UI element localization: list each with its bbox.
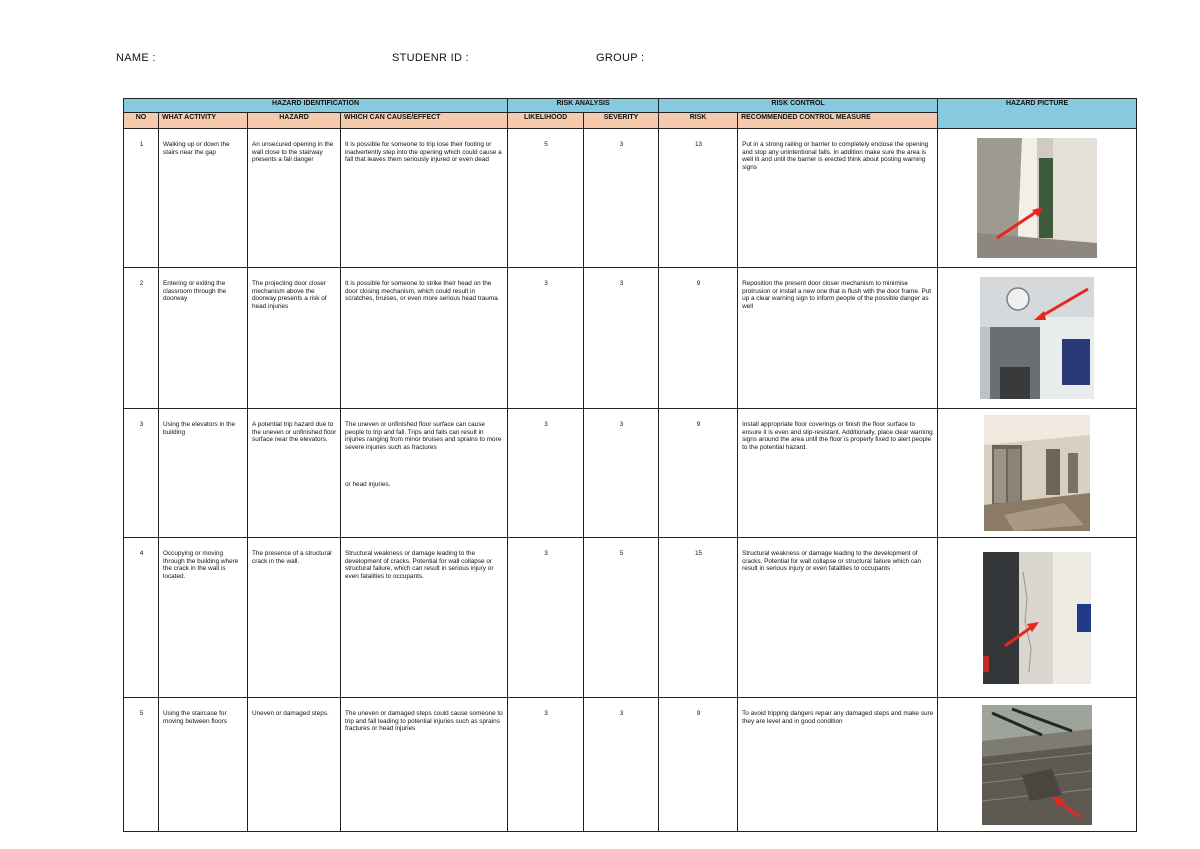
row-measure: Structural weakness or damage leading to the development of cracks. Potential for wall collapse or structural failure which can result in serious injury or even fatalities to occupants [738, 538, 938, 698]
table-row [124, 409, 1137, 538]
row-risk: 15 [659, 538, 738, 698]
group-label: GROUP : [596, 52, 645, 64]
row-risk: 13 [659, 129, 738, 268]
row-activity: Using the elevators in the building [159, 409, 248, 538]
row-risk: 9 [659, 409, 738, 538]
name-label: NAME : [116, 52, 156, 64]
row-risk: 9 [659, 698, 738, 832]
row-measure: Install appropriate floor coverings or finish the floor surface to ensure it is even and slip-resistant. Additionally, place clear warning signs around the area until the floor is properly fixed to alert people to the potential hazard. [738, 409, 938, 538]
row-activity: Occupying or moving through the building where the crack in the wall is located. [159, 538, 248, 698]
row-likelihood: 3 [508, 538, 584, 698]
row-hazard: The projecting door closer mechanism above the doorway presents a risk of head injuries [248, 268, 341, 409]
table-row [124, 698, 1137, 832]
row-picture-cell [938, 268, 1137, 409]
row-picture-cell [938, 538, 1137, 698]
risk-assessment-table [123, 98, 1137, 832]
row-severity: 3 [584, 129, 659, 268]
col-severity: SEVERITY [584, 113, 659, 129]
row-hazard: An unsecured opening in the wall close to the stairway presents a fall danger [248, 129, 341, 268]
row-likelihood: 3 [508, 409, 584, 538]
row-hazard: A potential trip hazard due to the uneven or unfinished floor surface near the elevators. [248, 409, 341, 538]
row-hazard: Uneven or damaged steps. [248, 698, 341, 832]
wall-crack-photo [983, 552, 1091, 684]
row-measure: To avoid tripping dangers repair any damaged steps and make sure they are level and in good condition [738, 698, 938, 832]
table-row [124, 268, 1137, 409]
row-no: 1 [124, 129, 159, 268]
col-measure: RECOMMENDED CONTROL MEASURE [738, 113, 938, 129]
elevator-lobby-photo [984, 415, 1090, 531]
row-effect: It is possible for someone to trip lose their footing or inadvertently step into the opening which could cause a fall that leaves them seriously injured or even dead [341, 129, 508, 268]
col-hazard: HAZARD [248, 113, 341, 129]
student-id-label: STUDENR ID : [392, 52, 469, 64]
row-picture-cell [938, 698, 1137, 832]
row-no: 3 [124, 409, 159, 538]
table-row [124, 538, 1137, 698]
row-effect: Structural weakness or damage leading to the development of cracks. Potential for wall collapse or structural failure, which can result in serious injury or even fatalities to occupants. [341, 538, 508, 698]
row-likelihood: 5 [508, 129, 584, 268]
risk-analysis-header: RISK ANALYSIS [508, 99, 659, 113]
group-header-row [124, 99, 1137, 113]
table-row [124, 129, 1137, 268]
row-no: 4 [124, 538, 159, 698]
row-no: 2 [124, 268, 159, 409]
col-likelihood: LIKELIHOOD [508, 113, 584, 129]
risk-control-header: RISK CONTROL [659, 99, 938, 113]
row-effect: The uneven or damaged steps could cause someone to trip and fall leading to potential injuries such as sprains fractures or head injuries [341, 698, 508, 832]
row-likelihood: 3 [508, 268, 584, 409]
effect-text: The uneven or unfinished floor surface can cause people to trip and fall. Trips and falls can result in injuries ranging from minor bruises and sprains to more severe injuries such as fractures [345, 421, 502, 451]
doorway-closer-photo [980, 277, 1094, 399]
row-activity: Walking up or down the stairs near the gap [159, 129, 248, 268]
row-measure: Reposition the present door closer mechanism to minimise protrusion or install a new one that is flush with the door frame. Put up a clear warning sign to inform people of the possible danger as well [738, 268, 938, 409]
row-effect: It is possible for someone to strike their head on the door closing mechanism, which could result in scratches, bruises, or even more serious head trauma. [341, 268, 508, 409]
row-picture-cell [938, 409, 1137, 538]
hazard-identification-header: HAZARD IDENTIFICATION [124, 99, 508, 113]
row-severity: 3 [584, 698, 659, 832]
col-no: NO [124, 113, 159, 129]
row-hazard: The presence of a structural crack in the wall. [248, 538, 341, 698]
row-risk: 9 [659, 268, 738, 409]
hazard-picture-header: HAZARD PICTURE [938, 99, 1137, 129]
col-risk: RISK [659, 113, 738, 129]
row-picture-cell [938, 129, 1137, 268]
row-activity: Entering or exiting the classroom through the doorway [159, 268, 248, 409]
col-activity: WHAT ACTIVITY [159, 113, 248, 129]
row-no: 5 [124, 698, 159, 832]
row-measure: Put in a strong railing or barrier to completely enclose the opening and stop any unintentional falls. In addition make sure the area is well lit and until the barrier is erected think about posting warning signs [738, 129, 938, 268]
row-activity: Using the staircase for moving between floors [159, 698, 248, 832]
row-severity: 5 [584, 538, 659, 698]
stairwell-gap-photo [977, 138, 1097, 258]
effect-text-tail: or head injuries. [345, 481, 391, 489]
damaged-staircase-photo [982, 705, 1092, 825]
row-effect [341, 409, 508, 538]
col-effect: WHICH CAN CAUSE/EFFECT [341, 113, 508, 129]
row-likelihood: 3 [508, 698, 584, 832]
row-severity: 3 [584, 409, 659, 538]
row-severity: 3 [584, 268, 659, 409]
